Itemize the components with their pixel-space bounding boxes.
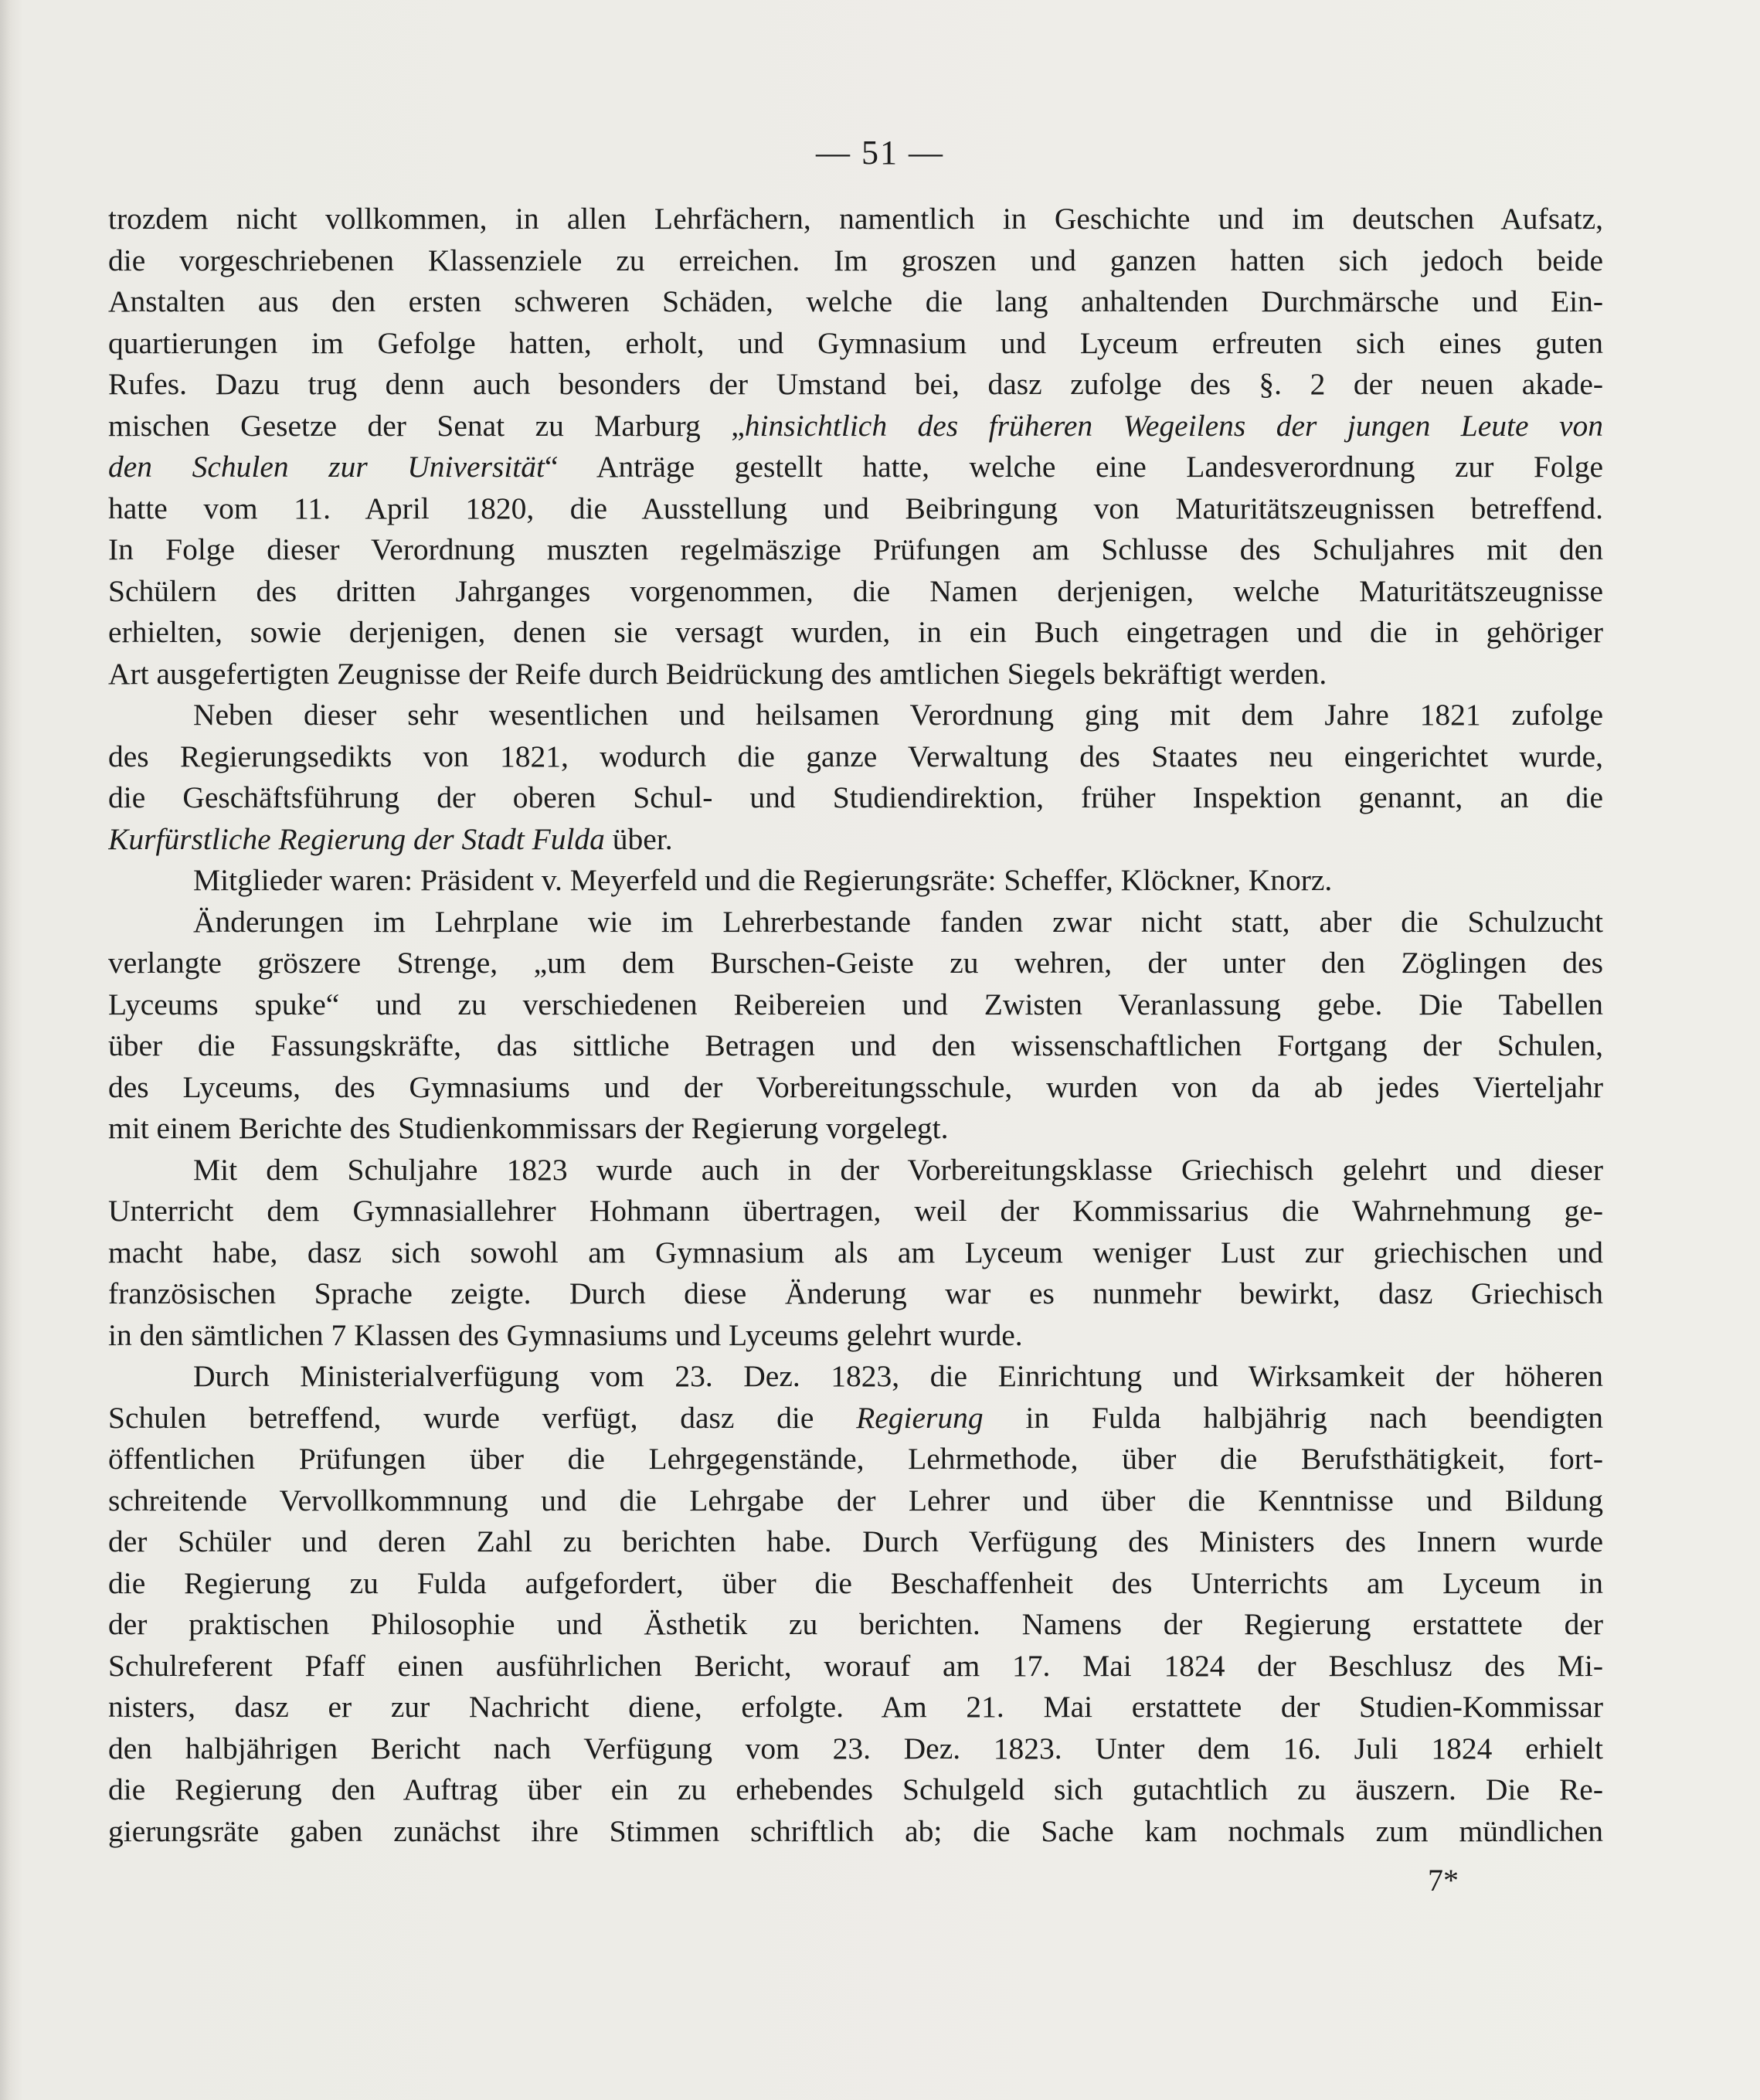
text-line: Rufes. Dazu trug denn auch besonders der Umstand bei, dasz zufolge des §. 2 der neuen akade- [108,367,1603,401]
body-text [108,199,1603,1852]
text-line: Anstalten aus den ersten schweren Schäden, welche die lang anhaltenden Durchmärsche und Ein- [108,284,1603,318]
text-line: den halbjährigen Bericht nach Verfügung vom 23. Dez. 1823. Unter dem 16. Juli 1824 erhielt [108,1731,1603,1765]
text-line: öffentlichen Prüfungen über die Lehrgegenstände, Lehrmethode, über die Berufsthätigkeit, fort- [108,1442,1603,1476]
text-span: in Fulda halbjährig nach beendigten [983,1400,1603,1435]
italic-quote: den Schulen zur Universität [108,450,545,484]
text-line: Mit dem Schuljahre 1823 wurde auch in der Vorbereitungsklasse Griechisch gelehrt und dieser [193,1152,1603,1187]
text-line: macht habe, dasz sich sowohl am Gymnasium als am Lyceum weniger Lust zur griechischen und [108,1235,1603,1269]
text-line: hatte vom 11. April 1820, die Ausstellung und Beibringung von Maturitätszeugnissen betreffend. [108,491,1603,525]
text-line: quartierungen im Gefolge hatten, erholt, und Gymnasium und Lyceum erfreuten sich eines guten [108,325,1603,360]
text-span: über. [604,821,673,856]
paragraph [108,199,1603,695]
text-line: in den sämtlichen 7 Klassen des Gymnasiums und Lyceums gelehrt wurde. [108,1317,1023,1352]
text-line: Durch Ministerialverfügung vom 23. Dez. 1823, die Einrichtung und Wirksamkeit der höheren [193,1359,1603,1393]
paragraph [108,860,1603,902]
text-line: die Geschäftsführung der oberen Schul- und Studiendirektion, früher Inspektion genannt, an die [108,780,1603,814]
text-line: gierungsräte gaben zunächst ihre Stimmen schriftlich ab; die Sache kam nochmals zum mündlichen [108,1813,1603,1848]
text-span: Schulen betreffend, wurde verfügt, dasz die [108,1400,857,1435]
italic-quote: Kurfürstliche Regierung der Stadt Fulda [108,821,605,856]
text-line [108,819,1603,861]
text-line [108,447,1603,488]
text-line: die Regierung zu Fulda aufgefordert, über die Beschaffenheit des Unterrichts am Lyceum in [108,1565,1603,1600]
paragraph [108,1150,1603,1357]
text-line: französischen Sprache zeigte. Durch diese Änderung war es nunmehr bewirkt, dasz Griechisch [108,1276,1603,1310]
text-line: In Folge dieser Verordnung muszten regelmäszige Prüfungen am Schlusse des Schuljahres mit den [108,532,1603,566]
text-line: Lyceums spuke“ und zu verschiedenen Reibereien und Zwisten Veranlassung gebe. Die Tabellen [108,987,1603,1021]
italic-quote: hinsichtlich des früheren Wegeilens der jungen Leute von [744,408,1603,443]
text-line: Art ausgefertigten Zeugnisse der Reife durch Beidrückung des amtlichen Siegels bekräftigt werden. [108,656,1327,691]
text-line: die vorgeschriebenen Klassenziele zu erreichen. Im groszen und ganzen hatten sich jedoch beide [108,243,1603,277]
text-line: Mitglieder waren: Präsident v. Meyerfeld und die Regierungsräte: Scheffer, Klöckner, Knorz. [193,863,1333,897]
text-line: mit einem Berichte des Studienkommissars der Regierung vorgelegt. [108,1111,949,1145]
text-line: Änderungen im Lehrplane wie im Lehrerbestande fanden zwar nicht statt, aber die Schulzucht [193,904,1603,939]
text-line: erhielten, sowie derjenigen, denen sie versagt wurden, in ein Buch eingetragen und die in gehöriger [108,615,1603,649]
text-span: mischen Gesetze der Senat zu Marburg „ [108,408,745,443]
text-line: Neben dieser sehr wesentlichen und heilsamen Verordnung ging mit dem Jahre 1821 zufolge [193,698,1603,732]
italic-word: Regierung [856,1400,984,1435]
page-number: — 51 — [816,134,944,172]
text-line: des Regierungsedikts von 1821, wodurch die ganze Verwaltung des Staates neu eingerichtet wurde, [108,739,1603,773]
text-line: schreitende Vervollkommnung und die Lehrgabe der Lehrer und über die Kenntnisse und Bildung [108,1483,1603,1517]
paragraph [108,1356,1603,1852]
signature-mark: 7* [1428,1863,1459,1898]
text-line: Schulreferent Pfaff einen ausführlichen Bericht, worauf am 17. Mai 1824 der Beschlusz des Mi- [108,1648,1603,1683]
text-line: des Lyceums, des Gymnasiums und der Vorbereitungsschule, wurden von da ab jedes Vierteljahr [108,1069,1603,1104]
paragraph [108,902,1603,1150]
text-line: Unterricht dem Gymnasiallehrer Hohmann übertragen, weil der Kommissarius die Wahrnehmung ge- [108,1194,1603,1228]
text-line [108,406,1603,447]
text-line: der Schüler und deren Zahl zu berichten habe. Durch Verfügung des Ministers des Innern wurde [108,1524,1603,1558]
text-span: “ Anträge gestellt hatte, welche eine Landesverordnung zur Folge [545,450,1603,484]
text-line: Schülern des dritten Jahrganges vorgenommen, die Namen derjenigen, welche Maturitätszeugnisse [108,573,1603,608]
text-line: verlangte gröszere Strenge, „um dem Burschen-Geiste zu wehren, der unter den Zöglingen des [108,946,1603,980]
text-line: die Regierung den Auftrag über ein zu erhebendes Schulgeld sich gutachtlich zu äuszern. Die Re- [108,1772,1603,1806]
text-line: nisters, dasz er zur Nachricht diene, erfolgte. Am 21. Mai erstattete der Studien-Kommissar [108,1690,1603,1724]
text-line: trozdem nicht vollkommen, in allen Lehrfächern, namentlich in Geschichte und im deutschen Aufsatz, [108,202,1603,236]
text-line [108,1398,1603,1439]
paragraph [108,695,1603,860]
text-line: der praktischen Philosophie und Ästhetik zu berichten. Namens der Regierung erstattete der [108,1607,1603,1641]
text-line: über die Fassungskräfte, das sittliche Betragen und den wissenschaftlichen Fortgang der Schulen, [108,1028,1603,1062]
